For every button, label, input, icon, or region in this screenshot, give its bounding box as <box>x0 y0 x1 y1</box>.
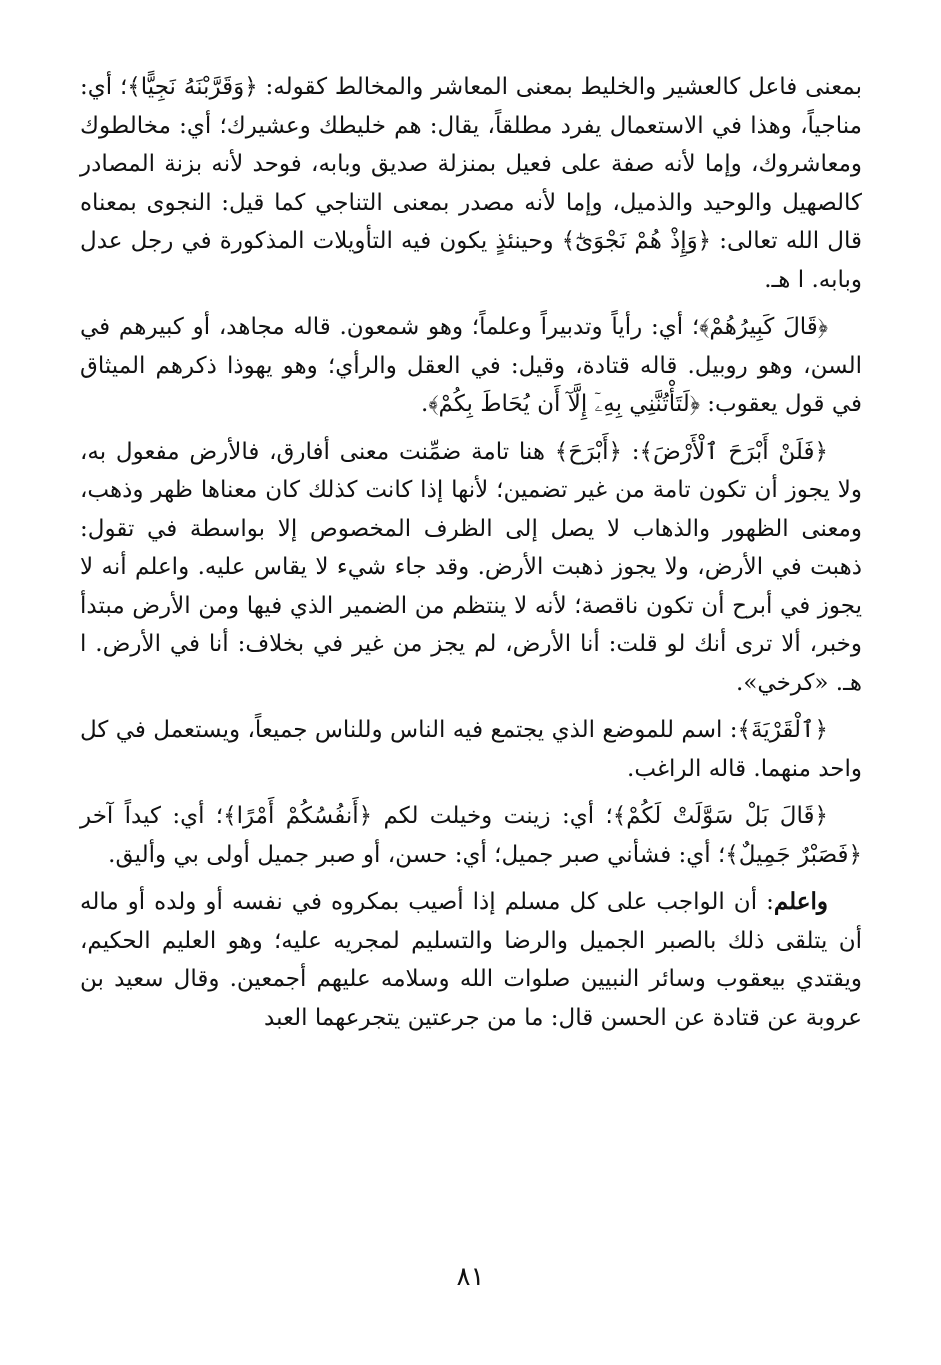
paragraph-1-text: بمعنى فاعل كالعشير والخليط بمعنى المعاشر والمخالط كقوله: ﴿وَقَرَّبْنَهُ نَجِيًّا﴾؛ أي: مناجياً، وهذا في الاستعمال يفرد مطلقاً، يقال: هم خليطك وعشيرك؛ أي: مخالطوك ومعاشروك، وإما لأنه صفة على فعيل بمنزلة صديق وبابه، فوحد لأنه بزنة المصادر كالصهيل والوحيد والذميل، وإما لأنه مصدر بمعنى التناجي كما قيل: النجوى بمعناه قال الله تعالى: ﴿وَإِذْ هُمْ نَجْوَىٰٓ﴾ وحينئذٍ يكون فيه التأويلات المذكورة في رجل عدل وبابه. ا هـ. <box>80 74 862 293</box>
paragraph-5-text: ﴿قَالَ بَلْ سَوَّلَتْ لَكُمْ﴾؛ أي: زينت وخيلت لكم ﴿أَنفُسُكُمْ أَمْرًا﴾؛ أي: كيداً آخر ﴿فَصَبْرٌ جَمِيلٌ﴾؛ أي: فشأني صبر جميل؛ أي: حسن، أو صبر جميل أولى بي وأليق. <box>80 803 862 868</box>
paragraph-6-lead: واعلم <box>773 888 828 915</box>
paragraph-3-text: ﴿فَلَنْ أَبْرَحَ ٱلْأَرْضَ﴾: ﴿أَبْرَحَ﴾ هنا تامة ضمِّنت معنى أفارق، فالأرض مفعول به، ولا يجوز أن تكون تامة من غير تضمين؛ لأنها إذا كانت كذلك كان معناها ظهر وذهب، ومعنى الظهور والذهاب لا يصل إلى الظرف المخصوص إلا بواسطة في تقول: ذهبت في الأرض، ولا يجوز ذهبت الأرض. وقد جاء شيء لا يقاس عليه. واعلم أنه لا يجوز في أبرح أن تكون ناقصة؛ لأنه لا ينتظم من الضمير الذي فيها ومن الأرض مبتدأ وخبر، ألا ترى أنك لو قلت: أنا الأرض، لم يجز من غير في بخلاف: أنا في الأرض. ا هـ. «كرخي». <box>80 438 862 696</box>
page-body <box>80 68 862 1046</box>
paragraph-5 <box>80 797 862 874</box>
paragraph-4 <box>80 711 862 788</box>
paragraph-3 <box>80 433 862 703</box>
paragraph-2-text: ﴿قَالَ كَبِيرُهُمْ﴾؛ أي: رأياً وتدبيراً وعلماً؛ وهو شمعون. قاله مجاهد، أو كبيرهم في السن، وهو روبيل. قاله قتادة، وقيل: في العقل والرأي؛ وهو يهوذا ذكرهم الميثاق في قول يعقوب: ﴿لَتَأْتُنَّنِي بِهِۦٓ إِلَّآ أَن يُحَاطَ بِكُمْ﴾. <box>80 314 862 417</box>
page-number: ٨١ <box>456 1262 485 1292</box>
paragraph-4-text: ﴿ٱلْقَرْيَةَ﴾: اسم للموضع الذي يجتمع فيه الناس وللناس جميعاً، ويستعمل في كل واحد منهما. قاله الراغب. <box>80 717 862 782</box>
paragraph-1 <box>80 68 862 299</box>
paragraph-6-body: : أن الواجب على كل مسلم إذا أصيب بمكروه في نفسه أو ولده أو ماله أن يتلقى ذلك بالصبر الجميل والرضا والتسليم لمجريه عليه؛ وهو العليم الحكيم، ويقتدي بيعقوب وسائر النبيين صلوات الله وسلامه عليهم أجمعين. وقال سعيد بن عروبة عن قتادة عن الحسن قال: ما من جرعتين يتجرعهما العبد <box>80 889 862 1031</box>
paragraph-2 <box>80 308 862 424</box>
paragraph-6 <box>80 883 862 1037</box>
paragraph-6-text <box>80 883 862 1037</box>
